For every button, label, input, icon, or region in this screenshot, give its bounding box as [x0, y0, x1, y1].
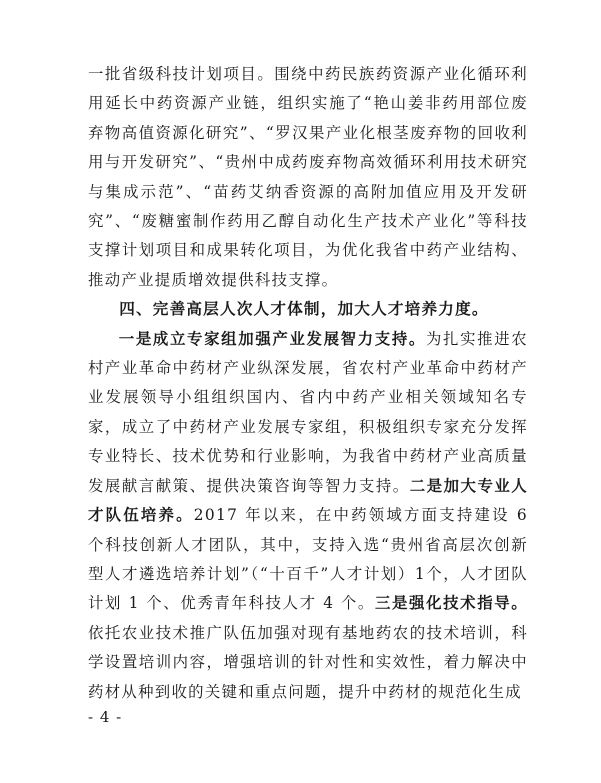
paragraph-talent	[88, 325, 528, 707]
point-two-text: 2017 年以来，在中药领域方面支持建设 6 个科技创新人才团队，其中，支持入选“贵州省高层次创新型人才遴选培养计划”（“十百千”人才计划）1个，人才团队计划 1 个、优秀青年科技人才 4 个。	[88, 506, 528, 613]
point-two-lead: 二是加大专业人才队伍培养。	[88, 476, 529, 525]
point-three-text: 依托农业技术推广队伍加强对现有基地药农的技术培训，科学设置培训内容，增强培训的针对性和实效性，着力解决中药材从种到收的关键和重点问题，提升中药材的规范化生成	[88, 623, 528, 701]
paragraph-continued: 一批省级科技计划项目。围绕中药民族药资源产业化循环利用延长中药资源产业链，组织实施了“艳山姜非药用部位废弃物高值资源化研究”、“罗汉果产业化根茎废弃物的回收利用与开发研究”、“贵州中成药废弃物高效循环利用技术研究与集成示范”、“苗药艾纳香资源的高附加值应用及开发研究”、“废糖蜜制作药用乙醇自动化生产技术产业化”等科技支撑计划项目和成果转化项目，为优化我省中药产业结构、推动产业提质增效提供科技支撑。	[88, 65, 528, 289]
point-one-text: 为扎实推进农村产业革命中药材产业纵深发展，省农村产业革命中药材产业发展领导小组组织国内、省内中药产业相关领域知名专家，成立了中药材产业发展专家组，积极组织专家充分发挥专业特长、技术优势和行业影响，为我省中药材产业高质量发展献言献策、提供决策咨询等智力支持。	[88, 329, 528, 495]
point-one-lead: 一是成立专家组加强产业发展智力支持。	[118, 329, 426, 348]
page-number: - 4 -	[88, 708, 123, 726]
point-three-lead: 三是强化技术指导。	[374, 594, 529, 613]
document-body	[88, 60, 528, 707]
section-heading-4: 四、完善高层人次人才体制，加大人才培养力度。	[119, 300, 489, 319]
